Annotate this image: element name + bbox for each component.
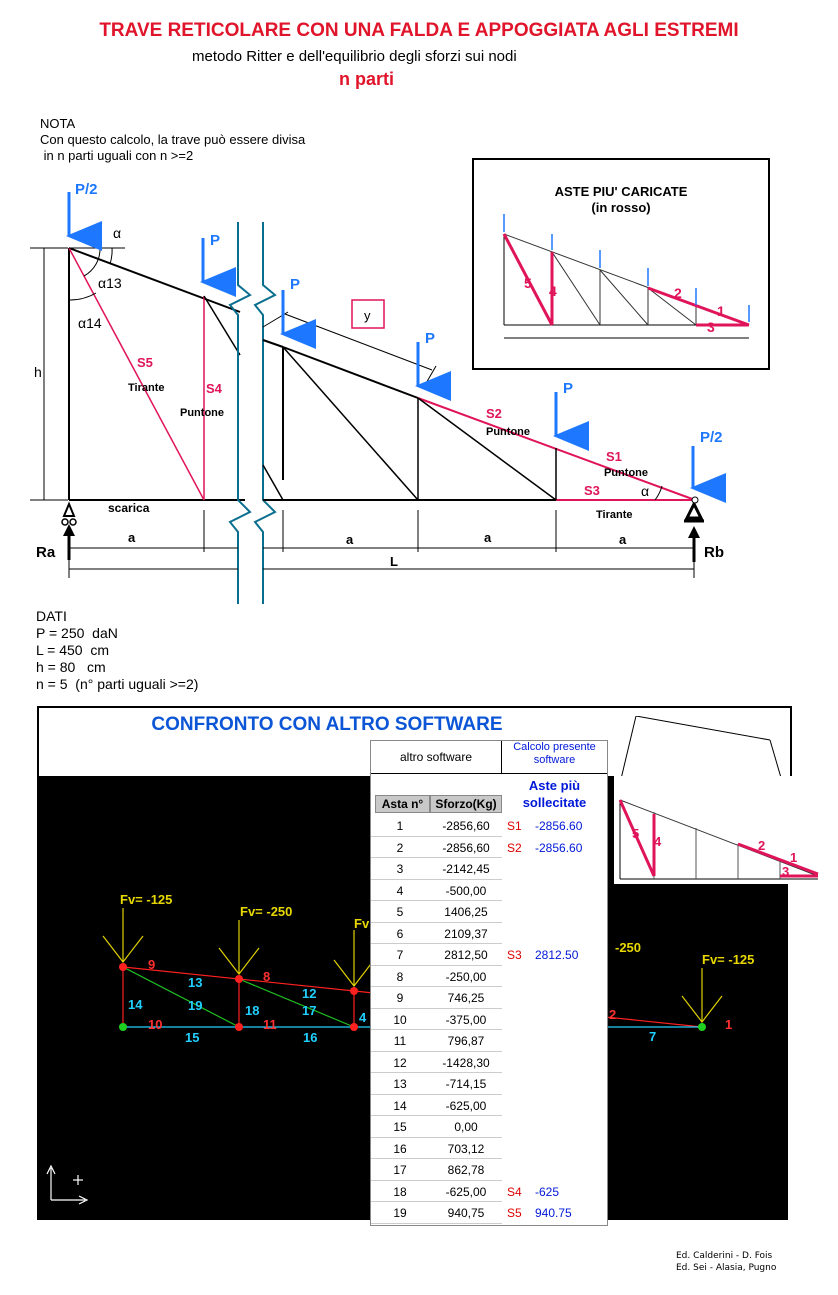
page-subtitle: metodo Ritter e dell'equilibrio degli sforzi sui nodi	[192, 48, 517, 65]
member-number: 6	[396, 926, 404, 941]
stress-value: 2812.50	[535, 948, 579, 962]
load-half-left: P/2	[75, 181, 98, 198]
a-label-1: a	[128, 530, 136, 545]
force-value: -714,15	[445, 1077, 487, 1091]
screen-m18: 18	[245, 1003, 260, 1018]
data-heading: DATI	[36, 608, 67, 624]
table-row	[371, 1117, 607, 1138]
s4-label: S4	[206, 381, 222, 396]
member-number: 9	[396, 991, 404, 1005]
member-number: 4	[396, 883, 404, 898]
cmp-inset-2: 2	[758, 838, 766, 853]
force-value: -1428,30	[442, 1055, 490, 1070]
screen-m1: 1	[725, 1017, 733, 1032]
table-row	[371, 1096, 607, 1117]
th-force: Sforzo(Kg)	[430, 795, 502, 813]
screen-m13: 13	[188, 975, 203, 990]
screen-m19: 19	[188, 998, 203, 1013]
force-value: -250,00	[445, 969, 487, 984]
tirante-label-left: Tirante	[128, 382, 165, 394]
screen-m12: 12	[302, 986, 317, 1001]
tirante-label-right: Tirante	[596, 509, 633, 521]
comparison-title: CONFRONTO CON ALTRO SOFTWARE	[151, 714, 503, 735]
h-label: h	[34, 364, 42, 380]
a-label-2: a	[346, 532, 354, 547]
col-present-software: Calcolo presente software	[502, 741, 607, 774]
screen-m7: 7	[649, 1029, 657, 1044]
screen-m8: 8	[263, 969, 271, 984]
screen-m17: 17	[302, 1003, 317, 1018]
stress-label: S2	[507, 840, 522, 855]
member-number: 3	[396, 862, 404, 876]
table-row	[371, 816, 607, 837]
member-number: 16	[393, 1141, 407, 1156]
member-number: 12	[393, 1055, 407, 1070]
screen-m4: 4	[359, 1010, 367, 1025]
table-row	[371, 838, 607, 859]
member-number: 5	[396, 905, 404, 919]
puntone-label-right: Puntone	[486, 426, 530, 438]
table-row	[371, 1031, 607, 1052]
table-row	[371, 1010, 607, 1031]
table-row	[371, 1074, 607, 1095]
alpha-label-top: α	[113, 225, 122, 241]
parts-label: n parti	[339, 69, 395, 89]
th-member-number: Asta n°	[375, 795, 430, 813]
member-number: 7	[396, 948, 404, 962]
y-label: y	[364, 308, 371, 323]
s3-label: S3	[584, 483, 600, 498]
force-value: 0,00	[454, 1120, 478, 1134]
screen-fv3: Fv	[354, 916, 370, 931]
screen-fv4: -250	[615, 940, 642, 955]
table-row	[371, 1160, 607, 1181]
force-value: -625,00	[445, 1184, 487, 1199]
load-p4: P	[563, 380, 574, 397]
note-heading: NOTA	[40, 116, 76, 131]
alpha-label-right: α	[641, 483, 650, 499]
table-row	[371, 1139, 607, 1160]
credits: Ed. Calderini - D. Fois Ed. Sei - Alasia, Pugno	[676, 1251, 777, 1273]
force-value: 746,25	[447, 991, 485, 1005]
force-value: -625,00	[445, 1098, 487, 1113]
member-s5	[69, 248, 204, 500]
inset-subtitle: (in rosso)	[591, 200, 651, 215]
member-number: 19	[393, 1206, 407, 1220]
alpha14-label: α14	[78, 315, 102, 331]
member-number: 14	[393, 1098, 407, 1113]
table-row	[371, 1182, 607, 1203]
stress-label: S4	[507, 1184, 522, 1199]
member-number: 11	[393, 1034, 407, 1048]
rb-label: Rb	[704, 544, 724, 561]
s5-label: S5	[137, 355, 153, 370]
table-row	[371, 1053, 607, 1074]
inset-label-3: 3	[707, 319, 715, 335]
table-row	[371, 988, 607, 1009]
support-left-icon	[64, 504, 74, 516]
col-most-loaded: Aste più sollecitate	[522, 778, 587, 810]
member-number: 17	[393, 1163, 407, 1177]
inset-title: ASTE PIU' CARICATE	[554, 184, 688, 199]
note-text: Con questo calcolo, la trave può essere divisa in n parti uguali con n >=2	[40, 132, 306, 163]
load-p1: P	[210, 232, 221, 249]
inset-diagram	[474, 160, 768, 368]
a-label-3: a	[484, 530, 492, 545]
force-value: 862,78	[447, 1163, 485, 1177]
screen-fv5: Fv= -125	[702, 952, 755, 967]
support-right-icon	[687, 504, 701, 518]
force-value: 2109,37	[444, 926, 488, 941]
load-p2: P	[290, 276, 301, 293]
member-number: 1	[396, 819, 404, 833]
table-row	[371, 881, 607, 902]
force-value: 703,12	[447, 1141, 485, 1156]
table-row	[371, 902, 607, 923]
member-number: 13	[393, 1077, 407, 1091]
data-block	[36, 608, 198, 693]
force-value: 2812,50	[444, 948, 488, 962]
stress-label: S5	[507, 1206, 522, 1220]
table-row	[371, 967, 607, 988]
screen-m9: 9	[148, 957, 156, 972]
inset-label-5: 5	[524, 275, 532, 291]
member-number: 8	[396, 969, 404, 984]
stress-value: 940.75	[535, 1206, 572, 1220]
cmp-inset-4: 4	[654, 834, 662, 849]
force-value: -2856,60	[442, 819, 490, 833]
data-lines: P = 250 daN L = 450 cm h = 80 cm n = 5 (n° parti uguali >=2)	[36, 625, 199, 692]
table-row	[371, 945, 607, 966]
puntone-label-s1: Puntone	[604, 467, 648, 479]
screen-fv2: Fv= -250	[240, 904, 293, 919]
screen-fv1: Fv= -125	[120, 892, 173, 907]
l-label: L	[390, 554, 398, 569]
screen-m10: 10	[148, 1017, 163, 1032]
table-row	[371, 924, 607, 945]
screen-m15: 15	[185, 1030, 200, 1045]
force-value: -2856,60	[442, 840, 490, 855]
screen-m11: 11	[263, 1017, 277, 1032]
scarica-label: scarica	[108, 501, 150, 515]
cmp-inset-3: 3	[782, 864, 790, 879]
s2-label: S2	[486, 406, 502, 421]
comparison-inset	[610, 716, 828, 886]
table-row	[371, 1203, 607, 1224]
member-number: 10	[393, 1012, 407, 1027]
force-value: 796,87	[447, 1034, 485, 1048]
screen-m16: 16	[303, 1030, 318, 1045]
inset-label-2: 2	[674, 285, 682, 301]
force-value: -375,00	[445, 1012, 487, 1027]
inset-box	[472, 158, 770, 370]
force-value: 1406,25	[444, 905, 488, 919]
member-number: 2	[396, 840, 404, 855]
screen-m14: 14	[128, 997, 143, 1012]
cmp-inset-1: 1	[790, 850, 798, 865]
stress-label: S3	[507, 948, 522, 962]
load-p3: P	[425, 330, 436, 347]
force-value: -2142,45	[442, 862, 490, 876]
member-number: 18	[393, 1184, 407, 1199]
member-number: 15	[393, 1120, 407, 1134]
page-title: TRAVE RETICOLARE CON UNA FALDA E APPOGGIATA AGLI ESTREMI	[99, 20, 739, 41]
stress-value: -2856.60	[535, 840, 583, 855]
stress-label: S1	[507, 819, 522, 833]
stress-value: -2856.60	[535, 819, 583, 833]
a-label-4: a	[619, 532, 627, 547]
inset-label-1: 1	[717, 303, 725, 319]
force-value: 940,75	[447, 1206, 485, 1220]
screen-m2: 2	[609, 1007, 617, 1022]
col-other-software: altro software	[371, 741, 502, 774]
force-value: -500,00	[445, 883, 487, 898]
s1-label: S1	[606, 449, 622, 464]
puntone-label-left: Puntone	[180, 407, 224, 419]
table-row	[371, 859, 607, 880]
comparison-table	[370, 740, 608, 1226]
cmp-inset-5: 5	[632, 826, 640, 841]
inset-label-4: 4	[549, 283, 557, 299]
stress-value: -625	[535, 1184, 560, 1199]
load-half-right: P/2	[700, 429, 723, 446]
ra-label: Ra	[36, 544, 56, 561]
alpha13-label: α13	[98, 275, 122, 291]
